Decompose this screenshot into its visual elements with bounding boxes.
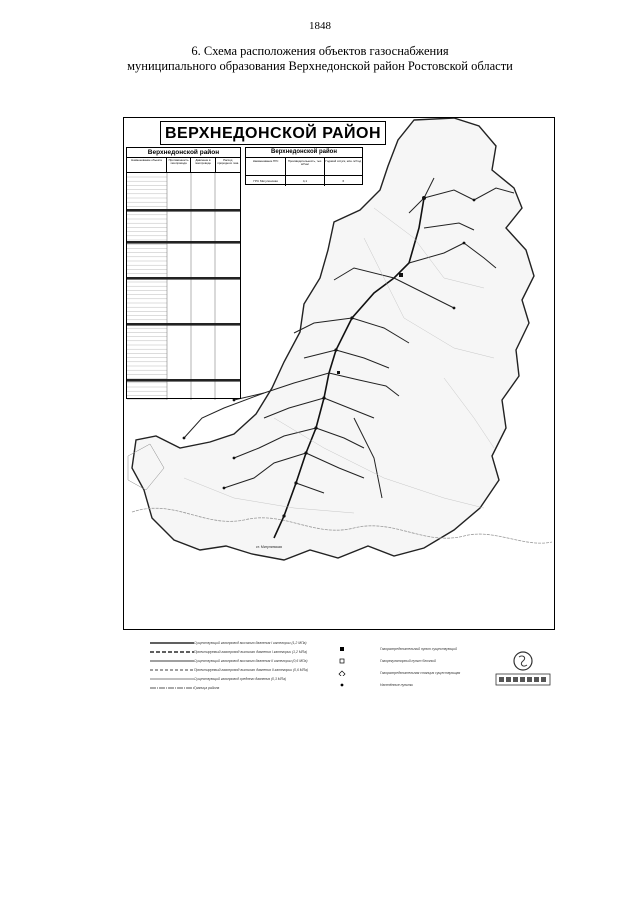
grs-table-row xyxy=(246,176,362,186)
pipeline-table-col-3: Давление в газопроводе xyxy=(191,158,215,172)
legend-item xyxy=(150,667,308,673)
grs-table-col-3: Годовой отпуск, млн. м³/год xyxy=(325,159,362,163)
legend-symbol xyxy=(150,658,194,664)
legend-item xyxy=(150,685,219,691)
legend-symbol xyxy=(150,640,194,646)
map-legend xyxy=(150,640,550,710)
pipeline-table xyxy=(126,147,241,399)
legend-label: Населённые пункты xyxy=(380,683,414,687)
legend-symbol xyxy=(336,670,380,676)
legend-symbol xyxy=(150,649,194,655)
grs-table-header: Верхнедонской район xyxy=(246,148,362,158)
page-title xyxy=(0,44,640,74)
pipeline-table-col-2: Протяжённость газопровода xyxy=(167,158,191,172)
legend-label: Газораспределительная станция существующая xyxy=(380,671,461,675)
legend-item xyxy=(150,658,308,664)
legend-label: Проектируемый газопровод высокого давления I категории (1,2 МПа) xyxy=(194,650,308,654)
legend-item xyxy=(336,670,460,676)
legend-label: Газораспределительный пункт существующий xyxy=(380,647,457,651)
settlement-label-migulinskaya: ст. Мигулинская xyxy=(256,545,282,549)
legend-item xyxy=(336,658,436,664)
legend-label: Граница района xyxy=(194,686,220,690)
gazprom-logo xyxy=(493,648,553,690)
legend-item xyxy=(150,640,307,646)
title-line-1: 6. Схема расположения объектов газоснабжения xyxy=(191,44,449,58)
pipeline-table-col-4: Расход природного газа xyxy=(217,158,239,166)
legend-label: Газорегуляторный пункт блочный xyxy=(380,659,436,663)
title-line-2: муниципального образования Верхнедонской район Ростовской области xyxy=(127,59,513,73)
map-frame xyxy=(123,117,555,630)
legend-label: Проектируемый газопровод высокого давления II категории (0,6 МПа) xyxy=(194,668,309,672)
page-number: 1848 xyxy=(309,20,331,32)
district-banner: ВЕРХНЕДОНСКОЙ РАЙОН xyxy=(160,121,386,145)
legend-symbol xyxy=(150,676,194,682)
legend-symbol xyxy=(336,682,380,688)
grs-table-cell-annual: 6 xyxy=(342,179,345,183)
legend-item xyxy=(336,682,413,688)
legend-label: Существующий газопровод среднего давления (0,3 МПа) xyxy=(194,677,287,681)
legend-item xyxy=(150,676,286,682)
legend-symbol xyxy=(336,658,380,664)
legend-symbol xyxy=(150,667,194,673)
grs-table-cell-name: ГРС Мигулинская xyxy=(246,176,286,186)
pipeline-table-columns xyxy=(127,158,240,173)
pipeline-table-rows xyxy=(127,173,240,400)
legend-symbol xyxy=(336,646,380,652)
grs-table-columns xyxy=(246,158,362,176)
grs-table-cell-capacity: 4,1 xyxy=(286,176,324,186)
legend-item xyxy=(336,646,457,652)
grs-table xyxy=(245,147,363,185)
legend-item xyxy=(150,649,307,655)
grs-table-col-2: Производительность, тыс. м³/час xyxy=(286,158,324,175)
legend-label: Существующий газопровод высокого давления I категории (1,2 МПа) xyxy=(194,641,307,645)
legend-label: Существующий газопровод высокого давления II категории (0,6 МПа) xyxy=(194,659,308,663)
pipeline-table-col-1: Наименование объекта xyxy=(127,158,167,172)
grs-table-col-1: Наименование ГРС xyxy=(246,158,286,175)
pipeline-table-header: Верхнедонской район xyxy=(127,148,240,158)
legend-symbol xyxy=(150,685,194,691)
